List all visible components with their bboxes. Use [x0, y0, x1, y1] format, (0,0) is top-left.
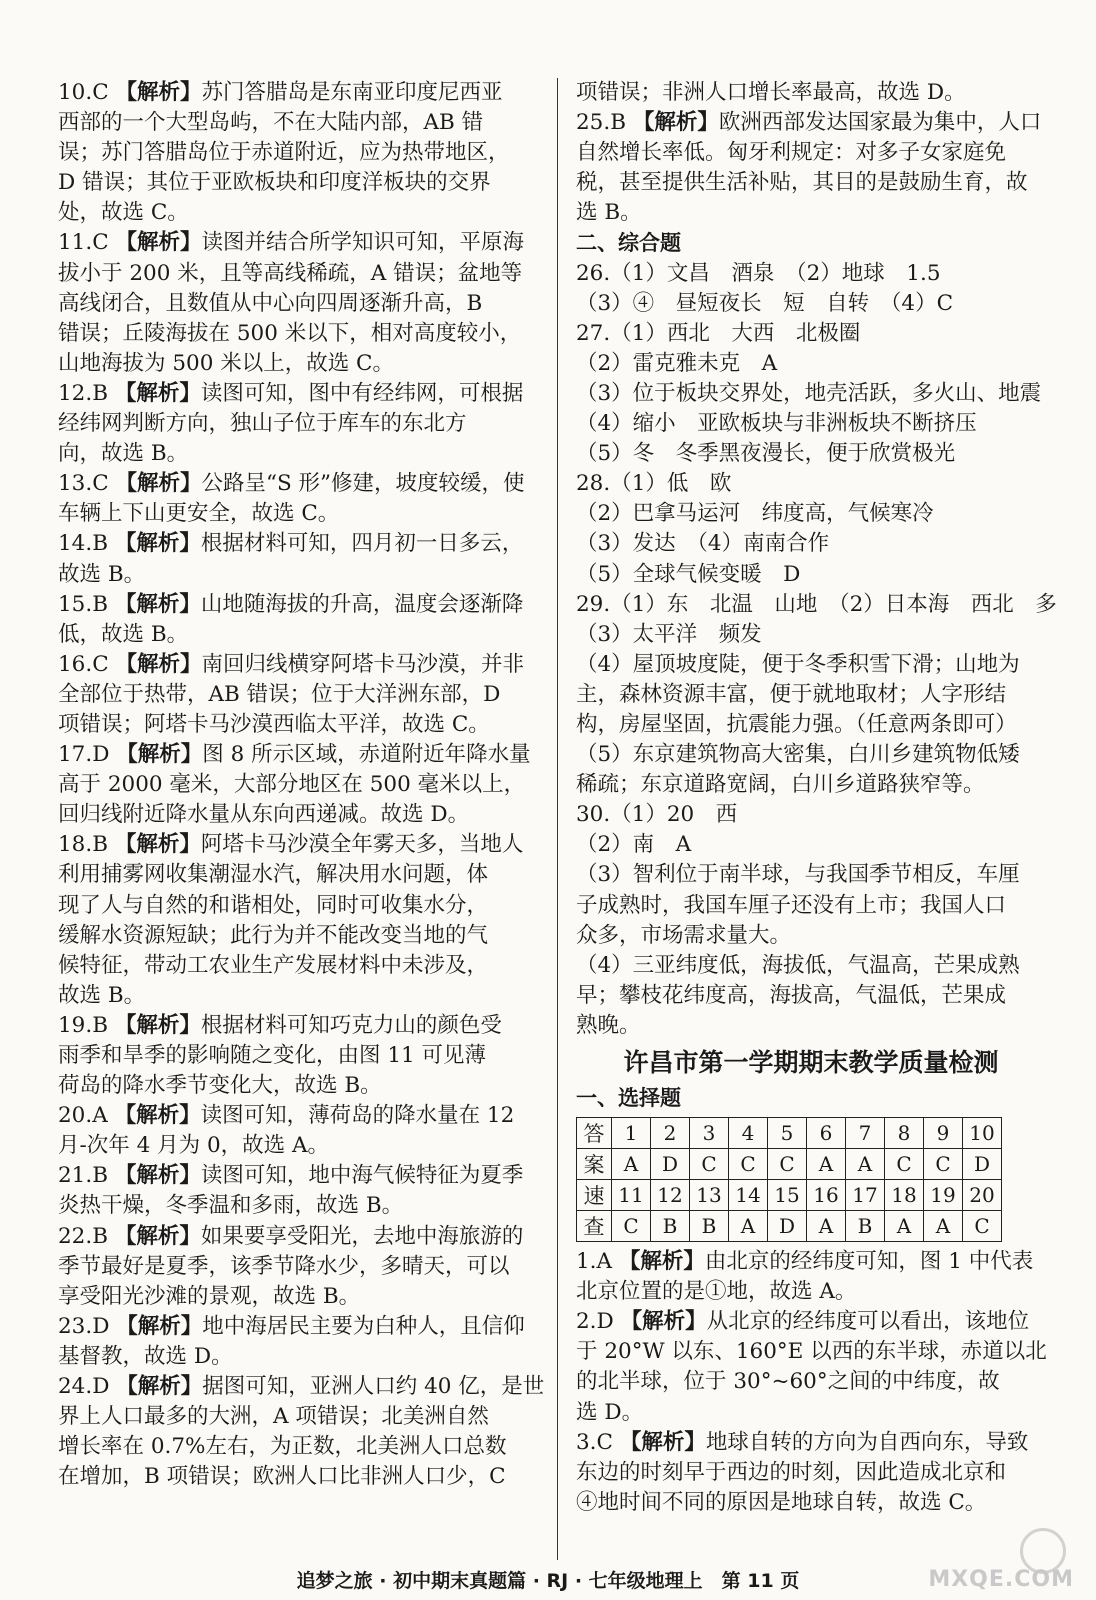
analysis-tag: 【解析】	[632, 110, 719, 136]
q-number: 5	[768, 1118, 807, 1149]
answer-line: 拔小于 200 米，且等高线稀疏，A 错误；盆地等	[58, 260, 523, 286]
answer-line: 缓解水资源短缺；此行为并不能改变当地的气	[58, 922, 489, 948]
analysis-tag: 【解析】	[115, 230, 202, 256]
analysis-tag: 【解析】	[115, 471, 202, 497]
q-number: 4	[729, 1118, 768, 1149]
table-header-char: 答	[577, 1118, 612, 1149]
q-number: 17	[846, 1180, 885, 1211]
answer-item-start: 10.C 【解析】苏门答腊岛是东南亚印度尼西亚	[58, 80, 503, 105]
answer-line: 低，故选 B。	[58, 621, 189, 647]
analysis-tag: 【解析】	[620, 1309, 707, 1335]
left-column	[58, 78, 545, 1492]
q-answer: B	[846, 1211, 885, 1242]
answer-line: 向，故选 B。	[58, 441, 189, 467]
answer-item-start: 25.B 【解析】欧洲西部发达国家最为集中，人口	[576, 110, 1042, 136]
answer-line: （3）位于板块交界处，地壳活跃，多火山、地震	[576, 380, 1042, 406]
answer-item-start: 22.B 【解析】如果要享受阳光，去地中海旅游的	[58, 1223, 524, 1249]
answer-item-start: 14.B 【解析】根据材料可知，四月初一日多云，	[58, 531, 524, 557]
answer-line: 北京位置的是①地，故选 A。	[576, 1279, 857, 1305]
answer-item-start: 24.D 【解析】据图可知，亚洲人口约 40 亿，是世	[58, 1374, 545, 1400]
answer-line: （4）缩小 亚欧板块与非洲板块不断挤压	[576, 411, 977, 437]
answer-line: 处，故选 C。	[58, 200, 189, 226]
answer-item-start: 21.B 【解析】读图可知，地中海气候特征为夏季	[58, 1163, 524, 1189]
q-number: 15	[768, 1180, 807, 1211]
watermark-logo	[878, 1534, 1078, 1594]
analysis-tag: 【解析】	[114, 380, 201, 406]
q-answer: B	[690, 1211, 729, 1242]
answer-line: （3）太平洋 频发	[576, 621, 762, 647]
answer-line: 构，房屋坚固，抗震能力强。（任意两条即可）	[576, 711, 1017, 737]
answer-item-start: 18.B 【解析】阿塔卡马沙漠全年雾天多，当地人	[58, 832, 524, 858]
answer-item-start: 27.（1）西北 大西 北极圈	[576, 320, 861, 346]
answer-line: 季节最好是夏季，该季节降水少，多晴天，可以	[58, 1253, 510, 1279]
q-answer: A	[885, 1211, 924, 1242]
answer-line: 在增加，B 项错误；欧洲人口比非洲人口少，C	[58, 1464, 506, 1490]
answer-line: 享受阳光沙滩的景观，故选 B。	[58, 1283, 361, 1309]
q-answer: A	[924, 1211, 963, 1242]
answer-line: ④地时间不同的原因是地球自转，故选 C。	[576, 1489, 987, 1515]
q-number: 9	[924, 1118, 963, 1149]
answer-item-start: 29.（1）东 北温 山地 （2）日本海 西北 多	[576, 591, 1057, 617]
answer-line: 现了人与自然的和谐相处，同时可收集水分，	[58, 892, 489, 918]
answer-line: 稀疏；东京道路宽阔，白川乡道路狭窄等。	[576, 772, 985, 798]
answer-line: 于 20°W 以东、160°E 以西的东半球，赤道以北	[576, 1339, 1047, 1365]
analysis-tag: 【解析】	[114, 1103, 201, 1129]
q-answer: C	[768, 1149, 807, 1180]
answer-line: 荷岛的降水季节变化大，故选 B。	[58, 1073, 382, 1099]
q-number: 11	[612, 1180, 651, 1211]
answer-line: 自然增长率低。匈牙利规定：对多子女家庭免	[576, 140, 1007, 166]
answer-item-start: 26.（1）文昌 酒泉 （2）地球 1.5	[576, 260, 941, 286]
answer-line: 误；苏门答腊岛位于赤道附近，应为热带地区，	[58, 140, 510, 166]
answer-line: （2）巴拿马运河 纬度高，气候寒冷	[576, 501, 934, 527]
q-number: 19	[924, 1180, 963, 1211]
q-number: 18	[885, 1180, 924, 1211]
analysis-tag: 【解析】	[115, 651, 202, 677]
section-heading-choice: 一、选择题	[576, 1086, 681, 1110]
q-answer: A	[807, 1149, 846, 1180]
answer-line: 项错误；非洲人口增长率最高，故选 D。	[576, 80, 966, 105]
analysis-tag: 【解析】	[618, 1249, 705, 1275]
answer-item-start: 28.（1）低 欧	[576, 471, 732, 497]
q-number: 20	[963, 1180, 1002, 1211]
q-answer: C	[690, 1149, 729, 1180]
right-top-answers	[576, 78, 1057, 1041]
analysis-tag: 【解析】	[115, 80, 202, 105]
answer-item-start: 20.A 【解析】读图可知，薄荷岛的降水量在 12	[58, 1103, 515, 1129]
answer-line: 故选 B。	[58, 982, 146, 1008]
analysis-tag: 【解析】	[619, 1429, 706, 1455]
answer-item-start: 13.C 【解析】公路呈“S 形”修建，坡度较缓，使	[58, 471, 525, 497]
answer-line: 利用捕雾网收集潮湿水汽，解决用水问题，体	[58, 862, 489, 888]
answer-line: D 错误；其位于亚欧板块和印度洋板块的交界	[58, 170, 491, 196]
q-number: 10	[963, 1118, 1002, 1149]
analysis-tag: 【解析】	[116, 1313, 203, 1339]
q-answer: A	[807, 1211, 846, 1242]
analysis-tag: 【解析】	[116, 1374, 203, 1400]
answer-item-start: 30.（1）20 西	[576, 802, 738, 828]
answer-line: 早；攀枝花纬度高，海拔高，气温低，芒果成	[576, 982, 1007, 1008]
answer-table	[576, 1117, 1002, 1242]
table-header-char: 查	[577, 1211, 612, 1242]
answer-line: 熟晚。	[576, 1012, 641, 1038]
answer-line: （3）发达 （4）南南合作	[576, 531, 830, 557]
answer-line: 选 D。	[576, 1399, 644, 1425]
answer-line: 的北半球，位于 30°~60°之间的中纬度，故	[576, 1369, 1000, 1395]
q-answer: A	[612, 1149, 651, 1180]
answer-line: （3）④ 昼短夜长 短 自转 （4）C	[576, 290, 954, 316]
q-answer: D	[651, 1149, 690, 1180]
answer-line: 增长率在 0.7%左右，为正数，北美洲人口总数	[58, 1434, 507, 1460]
q-answer: C	[963, 1211, 1002, 1242]
answer-line: （4）屋顶坡度陡，便于冬季积雪下滑；山地为	[576, 651, 1020, 677]
answer-line: （5）全球气候变暖 D	[576, 561, 801, 587]
analysis-tag: 【解析】	[114, 531, 201, 557]
q-answer: D	[963, 1149, 1002, 1180]
q-answer: C	[924, 1149, 963, 1180]
q-answer: C	[885, 1149, 924, 1180]
page-footer: 追梦之旅 · 初中期末真题篇 · RJ · 七年级地理上 第 11 页	[296, 1570, 800, 1592]
q-answer: D	[768, 1211, 807, 1242]
q-number: 6	[807, 1118, 846, 1149]
answer-line: 炎热干燥，冬季温和多雨，故选 B。	[58, 1193, 404, 1219]
answer-line: 经纬网判断方向，独山子位于库车的东北方	[58, 411, 467, 437]
answer-line: 山地海拔为 500 米以上，故选 C。	[58, 350, 394, 376]
answer-line: 东边的时刻早于西边的时刻，因此造成北京和	[576, 1459, 1007, 1485]
answer-line: 众多，市场需求量大。	[576, 922, 792, 948]
answer-line: 候特征，带动工农业生产发展材料中未涉及，	[58, 952, 489, 978]
q-answer: A	[729, 1211, 768, 1242]
analysis-tag: 【解析】	[116, 742, 203, 768]
answer-line: 税，甚至提供生活补贴，其目的是鼓励生育，故	[576, 170, 1028, 196]
answer-item-start: 19.B 【解析】根据材料可知巧克力山的颜色受	[58, 1012, 502, 1038]
answer-item-start: 16.C 【解析】南回归线横穿阿塔卡马沙漠，并非	[58, 651, 525, 677]
answer-line: 月-次年 4 月为 0，故选 A。	[58, 1133, 329, 1159]
exam-title: 许昌市第一学期期末教学质量检测	[623, 1048, 999, 1077]
answer-line: 故选 B。	[58, 561, 146, 587]
answer-line: 界上人口最多的大洲，A 项错误；北美洲自然	[58, 1404, 489, 1430]
answer-line: 雨季和旱季的影响随之变化，由图 11 可见薄	[58, 1043, 487, 1068]
answer-line: 西部的一个大型岛屿，不在大陆内部，AB 错	[58, 110, 484, 136]
answer-item-start: 1.A 【解析】由北京的经纬度可知，图 1 中代表	[576, 1249, 1034, 1275]
answer-line: 子成熟时，我国车厘子还没有上市；我国人口	[576, 892, 1007, 918]
answer-line: （3）智利位于南半球，与我国季节相反，车厘	[576, 862, 1020, 888]
analysis-tag: 【解析】	[114, 832, 201, 858]
watermark-url: MXQE.COM	[928, 1567, 1074, 1592]
analysis-tag: 【解析】	[114, 591, 201, 617]
answer-line: 回归线附近降水量从东向西递减。故选 D。	[58, 802, 470, 828]
answer-line: （2）南 A	[576, 832, 692, 858]
table-header-char: 速	[577, 1180, 612, 1211]
answer-line: 选 B。	[576, 200, 642, 226]
q-number: 7	[846, 1118, 885, 1149]
q-number: 16	[807, 1180, 846, 1211]
answer-line: （4）三亚纬度低，海拔低，气温高，芒果成熟	[576, 952, 1020, 978]
answer-item-start: 12.B 【解析】读图可知，图中有经纬网，可根据	[58, 380, 524, 406]
q-number: 8	[885, 1118, 924, 1149]
q-number: 1	[612, 1118, 651, 1149]
answer-line: 高线闭合，且数值从中心向四周逐渐升高，B	[58, 290, 483, 316]
answer-line: （5）冬 冬季黑夜漫长，便于欣赏极光	[576, 441, 956, 467]
answer-item-start: 3.C 【解析】地球自转的方向为自西向东，导致	[576, 1429, 1029, 1455]
answer-item-start: 17.D 【解析】图 8 所示区域，赤道附近年降水量	[58, 742, 531, 768]
answer-item-start: 11.C 【解析】读图并结合所学知识可知，平原海	[58, 230, 525, 256]
q-answer: B	[651, 1211, 690, 1242]
analysis-tag: 【解析】	[114, 1223, 201, 1249]
answer-line: 全部位于热带，AB 错误；位于大洋洲东部，D	[58, 681, 501, 707]
answer-item-start: 15.B 【解析】山地随海拔的升高，温度会逐渐降	[58, 591, 524, 617]
section-heading: 二、综合题	[576, 231, 681, 256]
answer-line: （5）东京建筑物高大密集，白川乡建筑物低矮	[576, 742, 1020, 768]
answer-item-start: 23.D 【解析】地中海居民主要为白种人，且信仰	[58, 1313, 525, 1339]
q-answer: C	[729, 1149, 768, 1180]
analysis-tag: 【解析】	[114, 1012, 201, 1038]
column-divider	[557, 78, 558, 1560]
right-column	[576, 78, 1057, 1518]
answer-line: 主，森林资源丰富，便于就地取材；人字形结	[576, 681, 1007, 707]
q-number: 2	[651, 1118, 690, 1149]
q-number: 14	[729, 1180, 768, 1211]
answer-line: 高于 2000 毫米，大部分地区在 500 毫米以上，	[58, 772, 526, 798]
answer-line: （2）雷克雅未克 A	[576, 350, 778, 376]
answer-line: 基督教，故选 D。	[58, 1343, 233, 1369]
q-answer: A	[846, 1149, 885, 1180]
q-number: 3	[690, 1118, 729, 1149]
answer-line: 错误；丘陵海拔在 500 米以下，相对高度较小，	[58, 320, 522, 346]
right-bottom-answers	[576, 1247, 1046, 1518]
answer-line: 车辆上下山更安全，故选 C。	[58, 501, 340, 527]
q-number: 12	[651, 1180, 690, 1211]
q-answer: C	[612, 1211, 651, 1242]
table-header-char: 案	[577, 1149, 612, 1180]
analysis-tag: 【解析】	[114, 1163, 201, 1189]
answer-line: 项错误；阿塔卡马沙漠西临太平洋，故选 C。	[58, 711, 490, 737]
q-number: 13	[690, 1180, 729, 1211]
answer-item-start: 2.D 【解析】从北京的经纬度可以看出，该地位	[576, 1309, 1030, 1335]
